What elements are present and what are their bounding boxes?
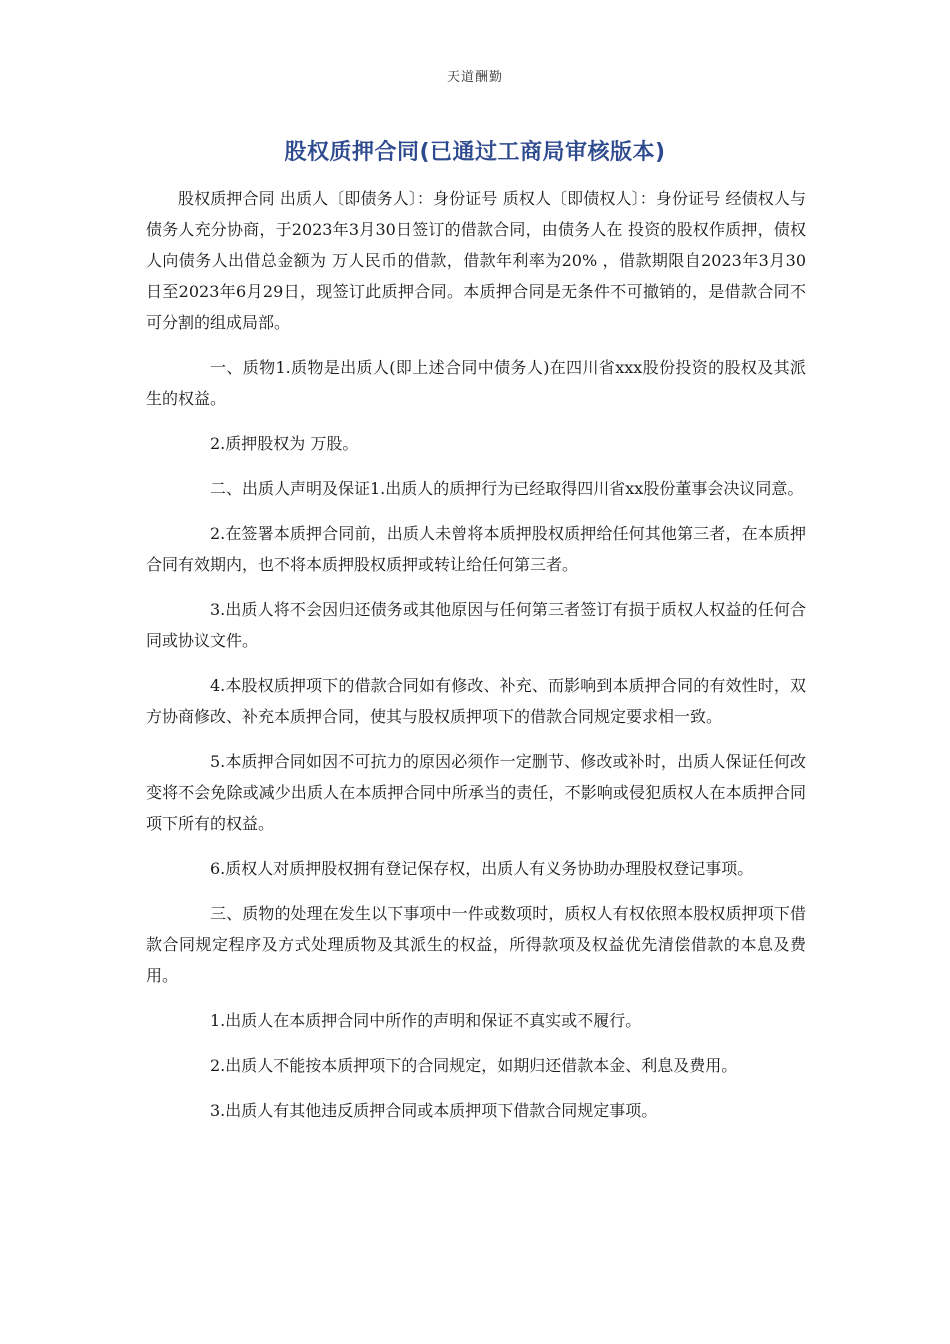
paragraph-item: 2.在签署本质押合同前，出质人未曾将本质押股权质押给任何其他第三者，在本质押合同有效期内，也不将本质押股权质押或转让给任何第三者。 bbox=[146, 524, 806, 574]
paragraph-item: 4.本股权质押项下的借款合同如有修改、补充、而影响到本质押合同的有效性时，双方协商修改、补充本质押合同，使其与股权质押项下的借款合同规定要求相一致。 bbox=[146, 676, 806, 726]
paragraph-section-3: 三、质物的处理在发生以下事项中一件或数项时，质权人有权依照本股权质押项下借款合同规定程序及方式处理质物及其派生的权益，所得款项及权益优先清偿借款的本息及费用。 bbox=[146, 904, 806, 985]
paragraph-item: 2.出质人不能按本质押项下的合同规定，如期归还借款本金、利息及费用。 bbox=[210, 1056, 738, 1075]
paragraph-section-2: 二、出质人声明及保证1.出质人的质押行为已经取得四川省xx股份董事会决议同意。 bbox=[210, 479, 804, 498]
paragraph-item: 3.出质人有其他违反质押合同或本质押项下借款合同规定事项。 bbox=[210, 1101, 658, 1120]
paragraph-item: 3.出质人将不会因归还债务或其他原因与任何第三者签订有损于质权人权益的任何合同或协议文件。 bbox=[146, 600, 806, 650]
header-mark: 天道酬勤 bbox=[446, 70, 503, 85]
paragraph-section-1: 一、质物1.质物是出质人(即上述合同中债务人)在四川省xxx股份投资的股权及其派生的权益。 bbox=[146, 358, 806, 408]
document-title: 股权质押合同(已通过工商局审核版本) bbox=[284, 140, 666, 165]
paragraph-item: 5.本质押合同如因不可抗力的原因必须作一定删节、修改或补时，出质人保证任何改变将不会免除或减少出质人在本质押合同中所承当的责任，不影响或侵犯质权人在本质押合同项下所有的权益。 bbox=[146, 752, 806, 833]
paragraph-item: 2.质押股权为 万股。 bbox=[210, 434, 359, 453]
paragraph-item: 1.出质人在本质押合同中所作的声明和保证不真实或不履行。 bbox=[210, 1011, 642, 1030]
document-body bbox=[146, 183, 806, 1140]
paragraph-item: 6.质权人对质押股权拥有登记保存权，出质人有义务协助办理股权登记事项。 bbox=[210, 859, 754, 878]
paragraph-preamble: 股权质押合同 出质人〔即债务人〕：身份证号 质权人〔即债权人〕：身份证号 经债权人与债务人充分协商，于2023年3月30日签订的借款合同，由债务人在 投资的股权作质押，债权人向债务人出借总金额为 万人民币的借款，借款年利率为20% ，借款期限自2023年3月30日至2023年6月29日，现签订此质押合同。本质押合同是无条件不可撤销的，是借款合同不可分割的组成局部。 bbox=[146, 189, 806, 332]
